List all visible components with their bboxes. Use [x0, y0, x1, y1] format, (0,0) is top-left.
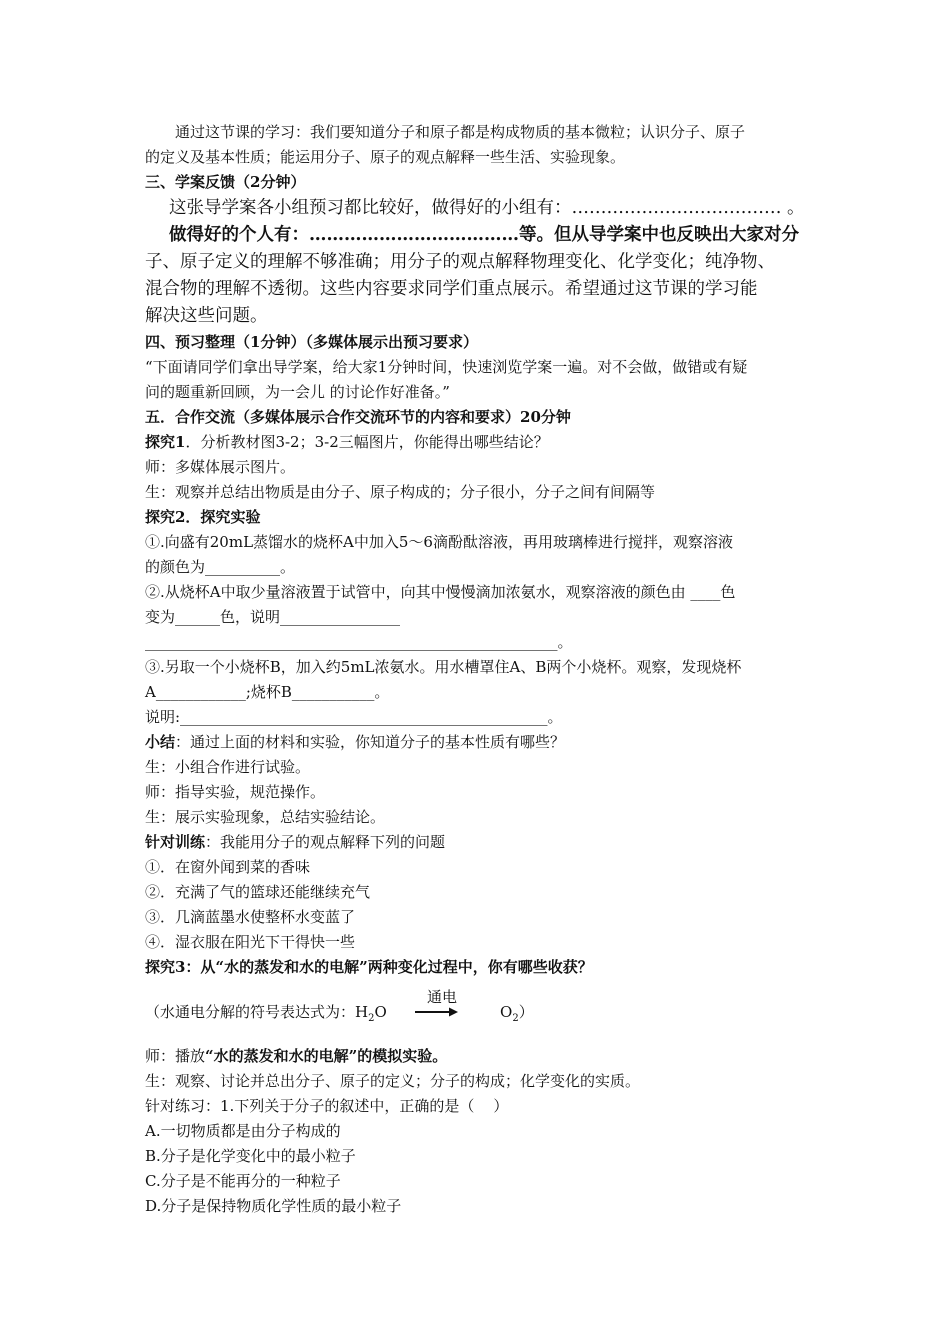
section3-paragraph-2 [145, 222, 810, 249]
section3-heading: 三、学案反馈（2分钟） [145, 173, 306, 191]
section4-quote-1: “下面请同学们拿出导学案，给大家1分钟时间，快速浏览学案一遍。对不会做，做错或有疑 [145, 358, 748, 376]
exploration-2-step-1a: ①.向盛有20mL蒸馏水的烧杯A中加入5～6滴酚酞溶液，再用玻璃棒进行搅拌，观察溶液 [145, 533, 733, 551]
exploration-3-teacher [145, 1044, 810, 1069]
section4-heading: 四、预习整理（1分钟）（多媒体展示出预习要求） [145, 333, 478, 351]
exploration-1 [145, 430, 810, 455]
exploration-1-label: 探究1 [145, 433, 186, 451]
training-item: ②．充满了气的篮球还能继续充气 [145, 883, 371, 901]
exploration-2-step-1b: 的颜色为__________。 [145, 558, 296, 576]
intro-line-1: 通过这节课的学习：我们要知道分子和原子都是构成物质的基本微粒；认识分子、原子 [175, 123, 746, 141]
summary-label: 小结 [145, 733, 176, 751]
equation-reactant [145, 1000, 387, 1031]
exercise-option: D.分子是保持物质化学性质的最小粒子 [145, 1197, 402, 1215]
exploration-3-heading: 探究3：从“水的蒸发和水的电解”两种变化过程中，你有哪些收获？ [145, 958, 593, 976]
training-text: ：我能用分子的观点解释下列的问题 [205, 833, 446, 851]
exercise-question: 针对练习：1.下列关于分子的叙述中，正确的是（ ） [145, 1097, 509, 1115]
exploration-3-teacher-prefix: 师：播放 [145, 1047, 206, 1065]
exploration-2-step-3b: A____________;烧杯B___________。 [145, 683, 390, 701]
document-page [145, 120, 810, 1219]
section3-paragraph-4: 混合物的理解不透彻。这些内容要求同学们重点展示。希望通过这节课的学习能 [145, 279, 758, 299]
exercise-option: C.分子是不能再分的一种粒子 [145, 1172, 341, 1190]
equation-o2: O [500, 1003, 513, 1021]
section4-quote-2: 问的题重新回顾，为一会儿 的讨论作好准备。” [145, 383, 450, 401]
section3-paragraph-5: 解决这些问题。 [145, 306, 268, 326]
equation-prefix: （水通电分解的符号表达式为：H [145, 1003, 369, 1021]
summary [145, 730, 810, 755]
exploration-3-student: 生：观察、讨论并总出分子、原子的定义；分子的构成；化学变化的实质。 [145, 1072, 641, 1090]
exercise-option: B.分子是化学变化中的最小粒子 [145, 1147, 356, 1165]
equation-h2o-o: O [374, 1003, 387, 1021]
equation-product [500, 1000, 534, 1031]
section5-heading: 五．合作交流（多媒体展示合作交流环节的内容和要求）20分钟 [145, 408, 571, 426]
exploration-2-step-2c: _______________________________________________________。 [145, 633, 573, 651]
exploration-1-student: 生：观察并总结出物质是由分子、原子构成的；分子很小，分子之间有间隔等 [145, 483, 656, 501]
section3-paragraph-1: 这张导学案各小组预习都比较好，做得好的小组有：……………………………… 。 [169, 198, 805, 218]
summary-teacher: 师：指导实验，规范操作。 [145, 783, 326, 801]
summary-student-1: 生：小组合作进行试验。 [145, 758, 311, 776]
section3-paragraph-2-text: 做得好的个人有：………………………………等。但从导学案中也反映出大家对分 [169, 225, 799, 245]
exploration-2-heading: 探究2．探究实验 [145, 508, 261, 526]
section3-paragraph-3: 子、原子定义的理解不够准确；用分子的观点解释物理变化、化学变化；纯净物、 [145, 252, 775, 272]
exploration-2-step-2a: ②.从烧杯A中取少量溶液置于试管中，向其中慢慢滴加浓氨水，观察溶液的颜色由 ____色 [145, 583, 736, 601]
exercise-option: A.一切物质都是由分子构成的 [145, 1122, 341, 1140]
training [145, 830, 810, 855]
equation-o2-subscript: 2 [512, 1013, 519, 1024]
equation-condition: 通电 [427, 988, 458, 1006]
training-item: ③．几滴蓝墨水使整杯水变蓝了 [145, 908, 356, 926]
exploration-1-text: ．分析教材图3-2；3-2三幅图片，你能得出哪些结论？ [185, 433, 549, 451]
exploration-2-step-3c: 说明:_________________________________________________。 [145, 708, 563, 726]
equation-h2o-subscript: 2 [368, 1013, 375, 1024]
training-item: ①．在窗外闻到菜的香味 [145, 858, 311, 876]
training-item: ④．湿衣服在阳光下干得快一些 [145, 933, 356, 951]
exploration-2-step-2b: 变为______色，说明________________ [145, 608, 401, 626]
intro-line-2: 的定义及基本性质；能运用分子、原子的观点解释一些生活、实验现象。 [145, 148, 626, 166]
reaction-arrow-icon [413, 1006, 459, 1018]
training-label: 针对训练 [145, 833, 206, 851]
summary-student-2: 生：展示实验现象，总结实验结论。 [145, 808, 386, 826]
equation-close: ） [518, 1003, 534, 1021]
electrolysis-equation [145, 988, 810, 1032]
exploration-3-teacher-bold: “水的蒸发和水的电解”的模拟实验。 [205, 1047, 448, 1065]
exploration-2-step-3a: ③.另取一个小烧杯B，加入约5mL浓氨水。用水槽罩住A、B两个小烧杯。观察，发现烧杯 [145, 658, 742, 676]
summary-text: ：通过上面的材料和实验，你知道分子的基本性质有哪些？ [175, 733, 566, 751]
exploration-1-teacher: 师：多媒体展示图片。 [145, 458, 296, 476]
